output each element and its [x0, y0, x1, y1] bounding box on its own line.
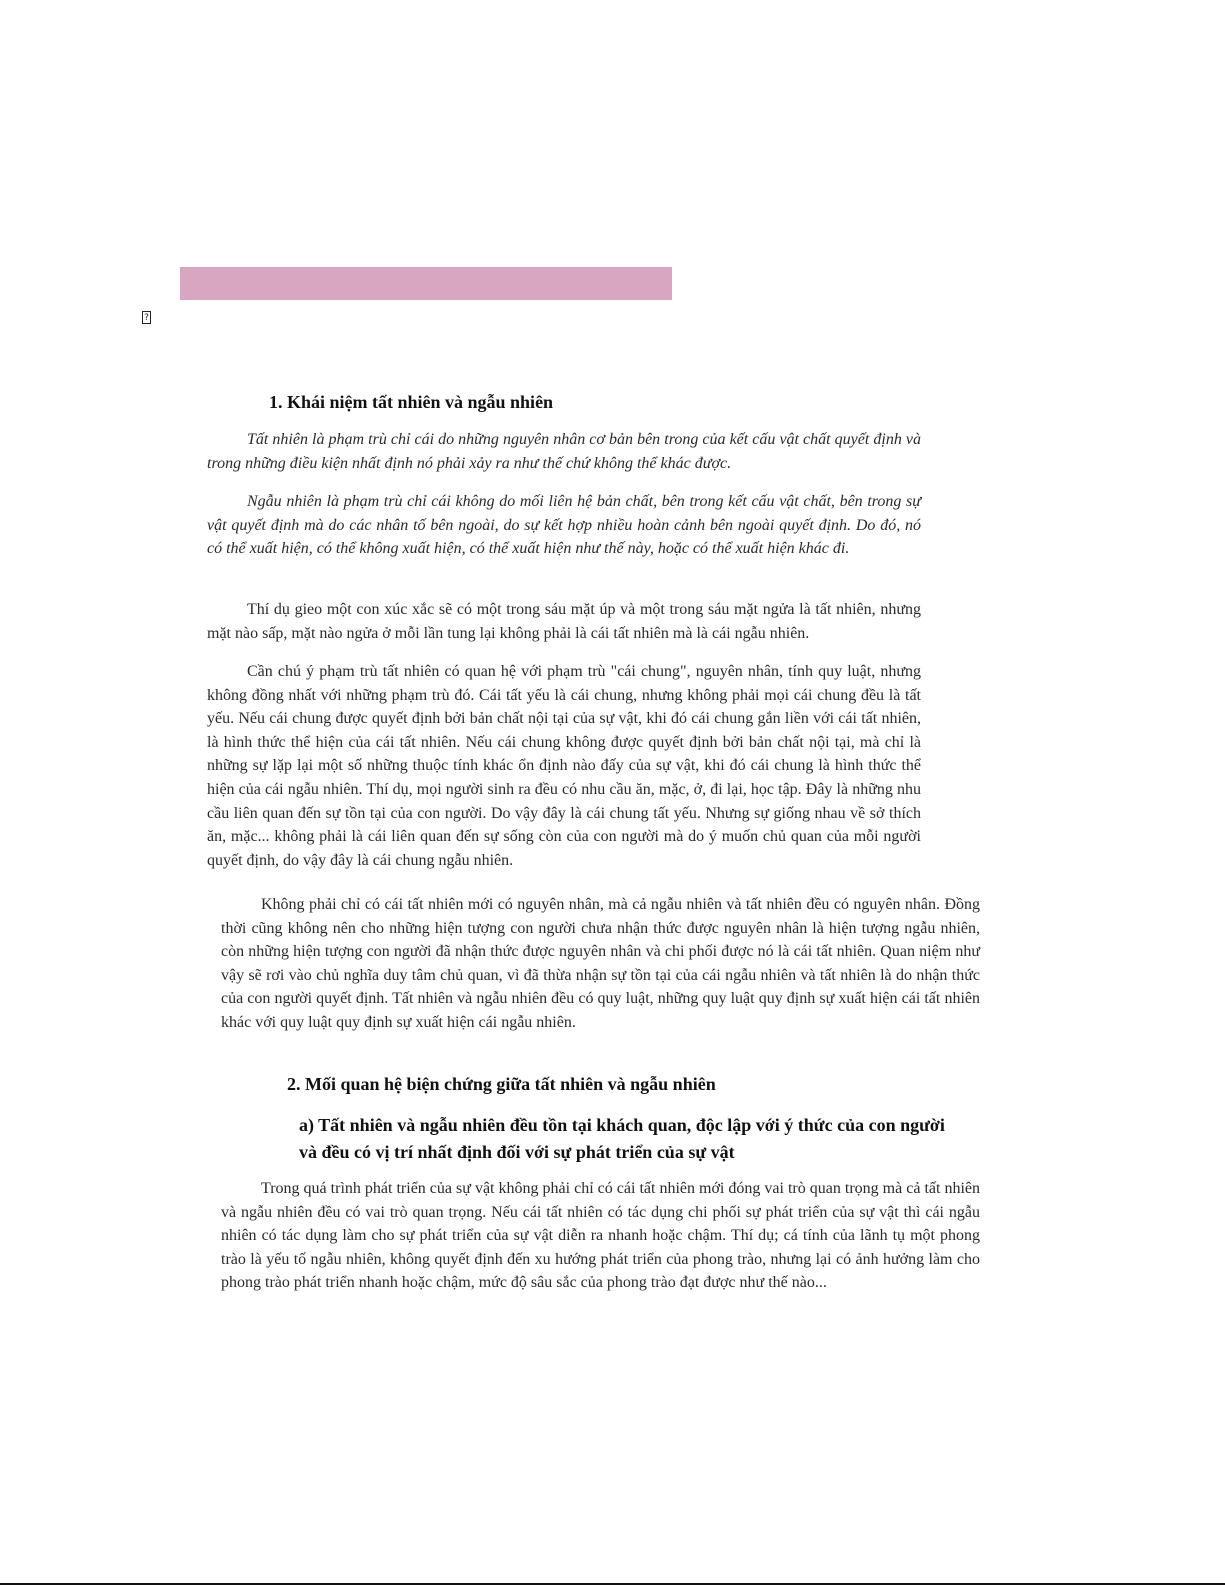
missing-glyph-icon: ?	[142, 311, 151, 324]
highlight-bar	[180, 267, 672, 300]
section-1-heading: 1. Khái niệm tất nhiên và ngẫu nhiên	[269, 392, 554, 412]
cause-paragraph: Không phải chỉ có cái tất nhiên mới có nguyên nhân, mà cả ngẫu nhiên và tất nhiên đều có nguyên nhân. Đồng thời cũng không nên cho những hiện tượng con người chưa nhận thức được nguyên nhân là hiện tượng ngẫu nhiên, còn những hiện tượng con người đã nhận thức được nguyên nhân và chi phối được nó là cái tất nhiên. Quan niệm như vậy sẽ rơi vào chủ nghĩa duy tâm chủ quan, vì đã thừa nhận sự tồn tại của cái ngẫu nhiên và tất nhiên là do nhận thức của con người quyết định. Tất nhiên và ngẫu nhiên đều có quy luật, những quy luật quy định sự xuất hiện cái tất nhiên khác với quy luật quy định sự xuất hiện cái ngẫu nhiên.	[221, 896, 980, 1031]
section-2-heading: 2. Mối quan hệ biện chứng giữa tất nhiên và ngẫu nhiên	[287, 1074, 716, 1094]
definition-contingency: Ngẫu nhiên là phạm trù chỉ cái không do mối liên hệ bản chất, bên trong kết cấu vật chất, bên trong sự vật quyết định mà do các nhân tố bên ngoài, do sự kết hợp nhiều hoàn cảnh bên ngoài quyết định. Do đó, nó có thể xuất hiện, có thể không xuất hiện, có thể xuất hiện như thế này, hoặc có thể xuất hiện khác đi.	[207, 493, 921, 558]
definition-necessity: Tất nhiên là phạm trù chỉ cái do những nguyên nhân cơ bản bên trong của kết cấu vật chất quyết định và trong những điều kiện nhất định nó phải xảy ra như thế chứ không thể khác được.	[207, 431, 921, 472]
example-dice-paragraph: Thí dụ gieo một con xúc xắc sẽ có một trong sáu mặt úp và một trong sáu mặt ngửa là tất nhiên, nhưng mặt nào sấp, mặt nào ngửa ở mỗi lần tung lại không phải là cái tất nhiên mà là cái ngẫu nhiên.	[207, 601, 921, 642]
development-paragraph: Trong quá trình phát triển của sự vật không phải chỉ có cái tất nhiên mới đóng vai trò quan trọng mà cả tất nhiên và ngẫu nhiên đều có vai trò quan trọng. Nếu cái tất nhiên có tác dụng chi phối sự phát triển của sự vật thì cái ngẫu nhiên có tác dụng làm cho sự phát triển của sự vật diễn ra nhanh hoặc chậm. Thí dụ; cá tính của lãnh tụ một phong trào là yếu tố ngẫu nhiên, không quyết định đến xu hướng phát triển của phong trào, nhưng lại có ảnh hưởng làm cho phong trào phát triển nhanh hoặc chậm, mức độ sâu sắc của phong trào đạt được như thế nào...	[221, 1180, 980, 1292]
note-general-paragraph: Cần chú ý phạm trù tất nhiên có quan hệ với phạm trù "cái chung", nguyên nhân, tính quy luật, nhưng không đồng nhất với những phạm trù đó. Cái tất yếu là cái chung, nhưng không phải mọi cái chung đều là tất yếu. Nếu cái chung được quyết định bởi bản chất nội tại của sự vật, khi đó cái chung gắn liền với cái tất nhiên, là hình thức thể hiện của cái tất nhiên. Nếu cái chung không được quyết định bởi bản chất nội tại, mà chỉ là những sự lặp lại một số những thuộc tính khác ổn định nào đấy của sự vật, khi đó cái chung là hình thức thể hiện của cái ngẫu nhiên. Thí dụ, mọi người sinh ra đều có nhu cầu ăn, mặc, ở, đi lại, học tập. Đây là những nhu cầu liên quan đến sự tồn tại của con người. Do vậy đây là cái chung tất yếu. Nhưng sự giống nhau về sở thích ăn, mặc... không phải là cái liên quan đến sự sống còn của con người mà do ý muốn chủ quan của mỗi người quyết định, do vậy đây là cái chung ngẫu nhiên.	[207, 663, 921, 869]
section-2a-heading: a) Tất nhiên và ngẫu nhiên đều tồn tại khách quan, độc lập với ý thức của con người và đều có vị trí nhất định đối với sự phát triển của sự vật	[299, 1115, 945, 1162]
